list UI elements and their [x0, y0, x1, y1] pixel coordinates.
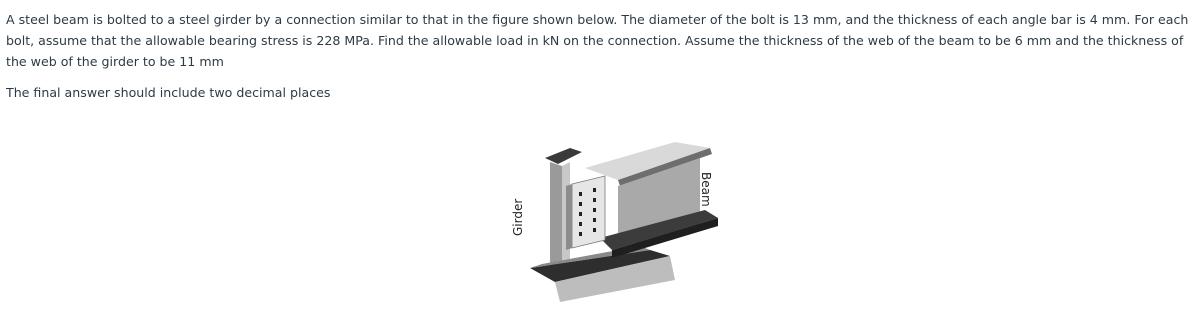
question-text: A steel beam is bolted to a steel girder by a connection similar to that in the figure shown below. The diameter of the bolt is 13 mm, and the thickness of each angle bar is 4 mm. For each bolt, assume that the allowable bearing stress is 228 MPa. Find the allowable load in kN on the connection. Assume the thickness of the web of the beam to be 6 mm and the thickness of the web of the girder to be 11 mm — [6, 12, 1189, 69]
answer-format-note: The final answer should include two decimal places — [6, 85, 331, 100]
beam-label: Beam — [699, 172, 713, 207]
angle-bar — [572, 176, 605, 248]
bolt — [593, 198, 596, 202]
bolt — [579, 222, 582, 226]
bolt — [579, 232, 582, 236]
bolt — [579, 212, 582, 216]
girder-label: Girder — [511, 198, 525, 236]
bolt — [593, 188, 596, 192]
bolt — [593, 208, 596, 212]
angle-bar-side — [566, 184, 572, 250]
bolt — [579, 202, 582, 206]
bolt — [593, 218, 596, 222]
bolt — [579, 192, 582, 196]
beam-girder-connection-figure — [500, 140, 720, 305]
connection-illustration — [500, 140, 720, 305]
girder-top-flange — [545, 148, 582, 164]
bolt — [593, 228, 596, 232]
